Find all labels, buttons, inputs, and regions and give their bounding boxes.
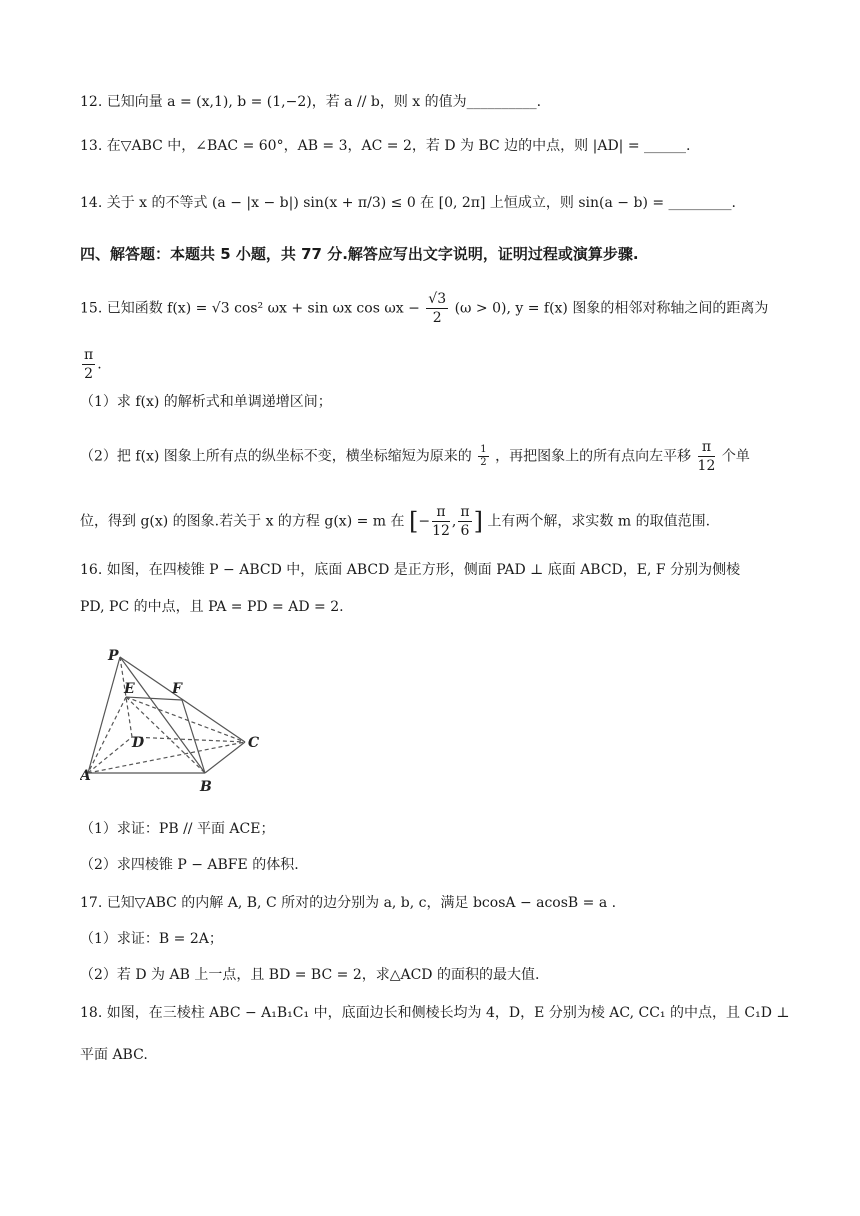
edge-PC (120, 657, 245, 742)
edge-AC (88, 742, 245, 773)
label-F: F (172, 681, 182, 697)
q16-part-1: （1）求证：PB // 平面 ACE； (80, 821, 275, 837)
question-17-line-1: 17. 已知▽ABC 的内解 A, B, C 所对的边分别为 a, b, c，满足 bcosA − acosB = a . (80, 895, 617, 911)
q15-half-den: 2 (480, 457, 487, 468)
q15-frac-num: √3 (428, 291, 447, 307)
q17-part-2: （2）若 D 为 AB 上一点，且 BD = BC = 2，求△ACD 的面积的最大值. (80, 967, 540, 983)
label-E: E (124, 681, 135, 697)
q17-part-1: （1）求证：B = 2A； (80, 931, 223, 947)
q15-interval-left-num: π (432, 503, 450, 522)
label-P: P (108, 648, 119, 664)
question-14: 14. 关于 x 的不等式 (a − |x − b|) sin(x + π/3) ≤ 0 在 [0, 2π] 上恒成立，则 sin(a − b) = _________. (80, 195, 736, 211)
q15-interval-right-den: 6 (460, 523, 470, 539)
question-18-line-2: 平面 ABC. (80, 1047, 148, 1063)
question-12: 12. 已知向量 a = (x,1), b = (1,−2)，若 a // b，则 x 的值为__________. (80, 94, 542, 110)
q15-stem-a: 15. 已知函数 f(x) = √3 cos² ωx + sin ωx cos ωx − (80, 300, 420, 317)
q15-shift-num: π (698, 438, 716, 457)
q15-shift-den: 12 (697, 458, 716, 474)
q15-p2-c: 个单 (721, 448, 750, 465)
question-16-line-2: PD, PC 的中点，且 PA = PD = AD = 2. (80, 599, 344, 615)
edge-EA (88, 697, 126, 773)
question-13: 13. 在▽ABC 中，∠BAC = 60°，AB = 3，AC = 2，若 D 为 BC 边的中点，则 |AD| = ______. (80, 138, 691, 154)
q15-interval-left-den: 12 (432, 523, 450, 539)
q15-shift-fraction (698, 438, 716, 475)
q15-fraction (426, 290, 448, 327)
q15-interval-right (458, 503, 471, 540)
q15-interval-left (432, 503, 450, 540)
q15-interval-right-num: π (460, 504, 470, 520)
q15-pi-fraction (82, 346, 95, 383)
q15-frac-den: 2 (432, 310, 442, 326)
q15-p3-b: 上有两个解，求实数 m 的取值范围. (487, 513, 711, 530)
q15-p2-a: （2）把 f(x) 图象上所有点的纵坐标不变，横坐标缩短为原来的 (80, 448, 472, 465)
edge-AD (88, 737, 132, 773)
label-D: D (132, 735, 145, 751)
pyramid-figure (80, 645, 280, 805)
q15-part-2 (80, 438, 800, 475)
q15-pi-den: 2 (84, 366, 94, 382)
q15-distance: $\frac{\pi}{2}$ . (84, 347, 102, 382)
q16-part-2: （2）求四棱锥 P − ABFE 的体积. (80, 857, 299, 873)
q15-p3-a: 位，得到 g(x) 的图象.若关于 x 的方程 g(x) = m 在 (80, 513, 405, 530)
q15-half-num: 1 (480, 444, 487, 455)
edge-BC (205, 742, 245, 773)
edge-PA (88, 657, 120, 773)
question-15-stem (80, 290, 800, 327)
label-C: C (248, 735, 260, 751)
edge-DC (132, 737, 245, 742)
label-A: A (80, 768, 91, 784)
q15-half-fraction (478, 444, 488, 469)
q15-part-2-cont: 位，得到 g(x) 的图象.若关于 x 的方程 g(x) = m 在 [− $\frac{\pi}{12}$ , $\frac{\pi}{6}$ ] 上有两个解，求实数 m 的取值范围. (80, 504, 711, 539)
section-heading-4: 四、解答题：本题共 5 小题，共 77 分.解答应写出文字说明，证明过程或演算步骤. (80, 245, 639, 263)
q15-pi-num: π (84, 347, 94, 363)
q15-part-1: （1）求 f(x) 的解析式和单调递增区间； (80, 394, 332, 410)
edge-PB (120, 657, 205, 773)
q15-stem-b: (ω > 0), y = f(x) 图象的相邻对称轴之间的距离为 (454, 300, 769, 317)
label-B: B (200, 779, 212, 795)
q15-p2-b: ，再把图象上的所有点向左平移 (495, 448, 692, 465)
question-18-line-1: 18. 如图，在三棱柱 ABC − A₁B₁C₁ 中，底面边长和侧棱长均为 4，D，E 分别为棱 AC, CC₁ 的中点，且 C₁D ⊥ (80, 1005, 790, 1021)
question-16-line-1: 16. 如图，在四棱锥 P − ABCD 中，底面 ABCD 是正方形，侧面 PAD ⊥ 底面 ABCD，E, F 分别为侧棱 (80, 562, 741, 578)
